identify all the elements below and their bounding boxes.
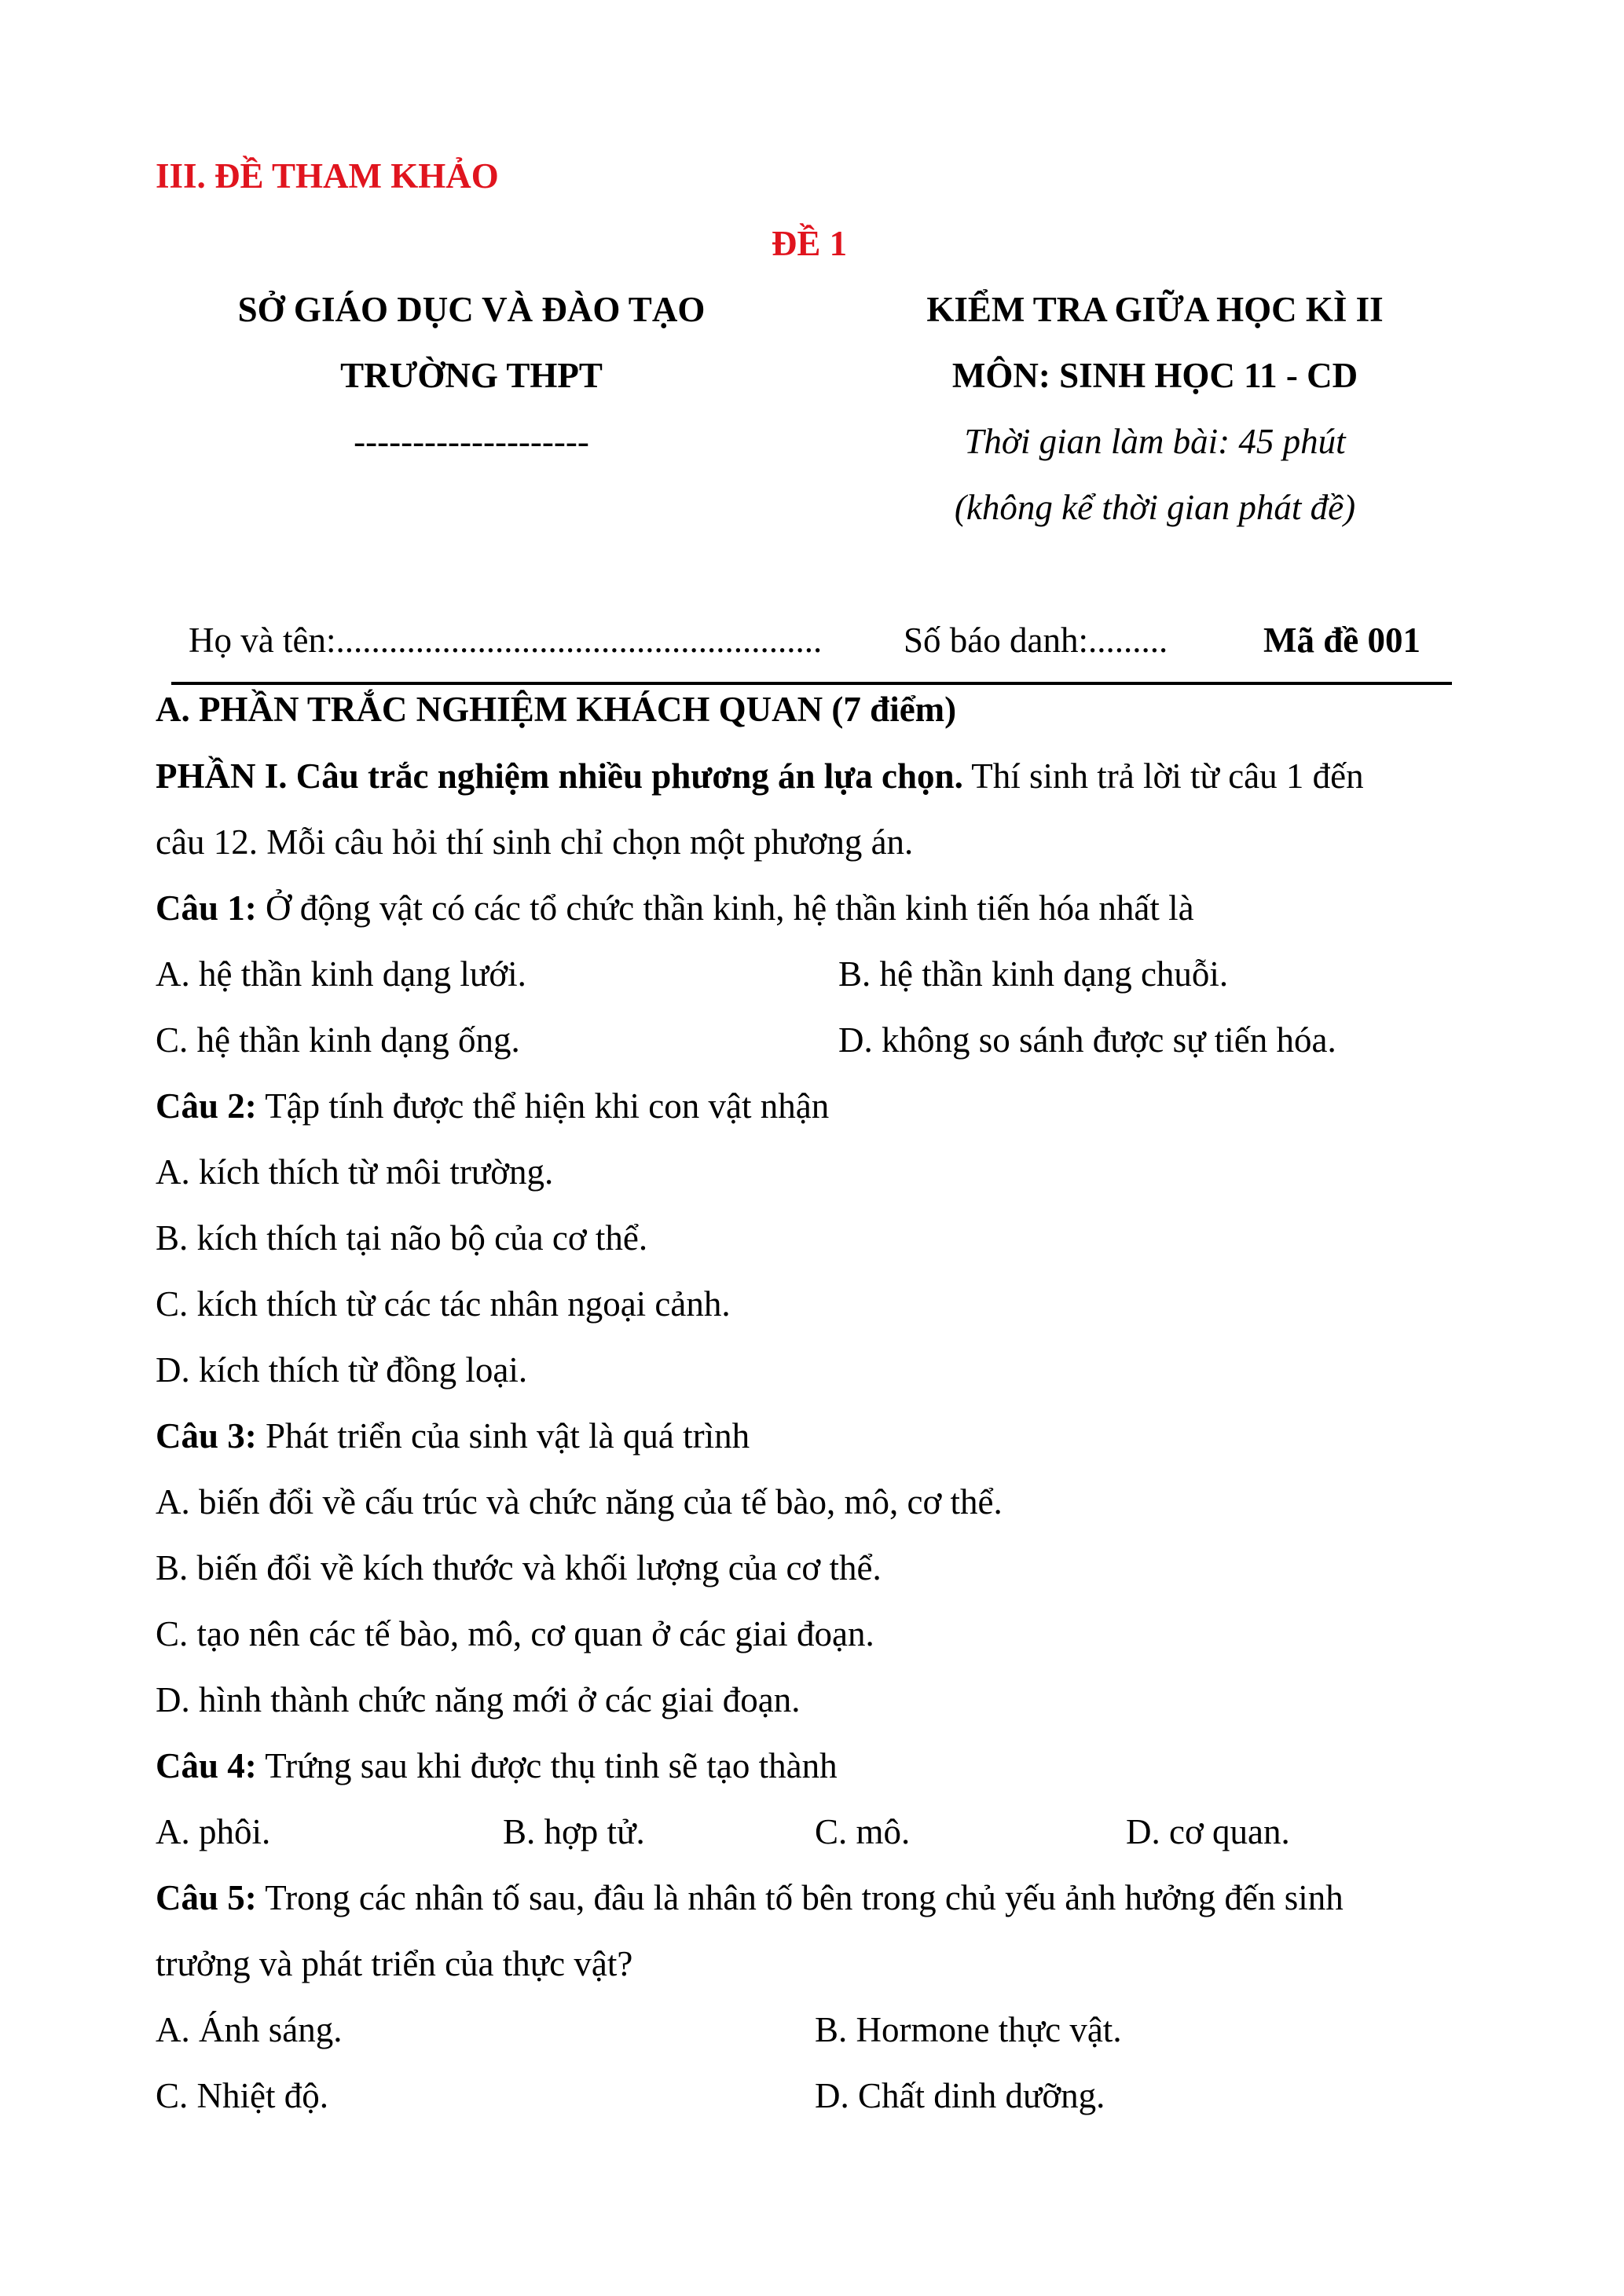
exam-duration: Thời gian làm bài: 45 phút [964,422,1346,461]
part1-instruction-text: Thí sinh trả lời từ câu 1 đến [962,756,1364,796]
question-text: Trong các nhân tố sau, đâu là nhân tố bên trong chủ yếu ảnh hưởng đến sinh [256,1878,1344,1917]
question-label: Câu 2: [156,1086,257,1126]
exam-number: ĐỀ 1 [771,224,848,263]
exam-subject: MÔN: SINH HỌC 11 - CD [951,356,1358,395]
header-divider: -------------------- [354,422,589,461]
part1-title: PHẦN I. Câu trắc nghiệm nhiều phương án lựa chọn. [156,756,963,796]
q5-option-a: A. Ánh sáng. [156,2010,343,2049]
question-4 [156,1744,838,1788]
question-label: Câu 3: [156,1416,257,1456]
part1-instruction-line2: câu 12. Mỗi câu hỏi thí sinh chỉ chọn một phương án. [156,822,914,862]
q3-option-c: C. tạo nên các tế bào, mô, cơ quan ở các giai đoạn. [156,1614,874,1653]
q1-option-a: A. hệ thần kinh dạng lưới. [156,954,526,994]
q2-option-d: D. kích thích từ đồng loại. [156,1350,528,1390]
q4-option-a: A. phôi. [156,1812,271,1851]
part-a-title: A. PHẦN TRẮC NGHIỆM KHÁCH QUAN (7 điểm) [156,690,957,729]
q3-option-b: B. biến đổi về kích thước và khối lượng của cơ thể. [156,1548,882,1587]
q5-option-b: B. Hormone thực vật. [815,2010,1122,2049]
school-name: TRƯỜNG THPT [340,356,603,395]
question-label: Câu 1: [156,888,257,928]
section-title: III. ĐỀ THAM KHẢO [156,156,499,196]
student-id-field: Số báo danh:......... [904,621,1168,660]
student-name-field: Họ và tên:....................................................... [189,621,823,660]
q4-option-c: C. mô. [815,1812,911,1851]
q3-option-d: D. hình thành chức năng mới ở các giai đoạn. [156,1680,801,1719]
question-5 [156,1876,1344,1920]
department-name: SỞ GIÁO DỤC VÀ ĐÀO TẠO [237,290,706,329]
question-2 [156,1084,829,1128]
header-rule [171,682,1452,685]
q4-option-b: B. hợp tử. [503,1812,645,1851]
part1-instruction [156,754,1364,798]
q1-option-c: C. hệ thần kinh dạng ống. [156,1020,520,1060]
q2-option-c: C. kích thích từ các tác nhân ngoại cảnh. [156,1284,731,1324]
question-3 [156,1414,750,1458]
q2-option-a: A. kích thích từ môi trường. [156,1152,554,1192]
exam-title: KIỂM TRA GIỮA HỌC KÌ II [926,290,1384,329]
question-text: Ở động vật có các tổ chức thần kinh, hệ thần kinh tiến hóa nhất là [256,888,1194,928]
question-5-line2: trưởng và phát triển của thực vật? [156,1944,633,1983]
q1-option-b: B. hệ thần kinh dạng chuỗi. [838,954,1229,994]
q5-option-c: C. Nhiệt độ. [156,2076,328,2115]
question-label: Câu 4: [156,1746,257,1785]
question-label: Câu 5: [156,1878,257,1917]
question-text: Phát triển của sinh vật là quá trình [256,1416,750,1456]
question-text: Trứng sau khi được thụ tinh sẽ tạo thành [256,1746,838,1785]
q1-option-d: D. không so sánh được sự tiến hóa. [838,1020,1336,1060]
exam-code: Mã đề 001 [1263,621,1421,660]
q3-option-a: A. biến đổi về cấu trúc và chức năng của tế bào, mô, cơ thể. [156,1482,1003,1522]
question-1 [156,886,1194,930]
q5-option-d: D. Chất dinh dưỡng. [815,2076,1105,2115]
exam-duration-note: (không kể thời gian phát đề) [954,488,1356,527]
q2-option-b: B. kích thích tại não bộ của cơ thể. [156,1218,648,1258]
q4-option-d: D. cơ quan. [1126,1812,1290,1851]
question-text: Tập tính được thể hiện khi con vật nhận [256,1086,830,1126]
